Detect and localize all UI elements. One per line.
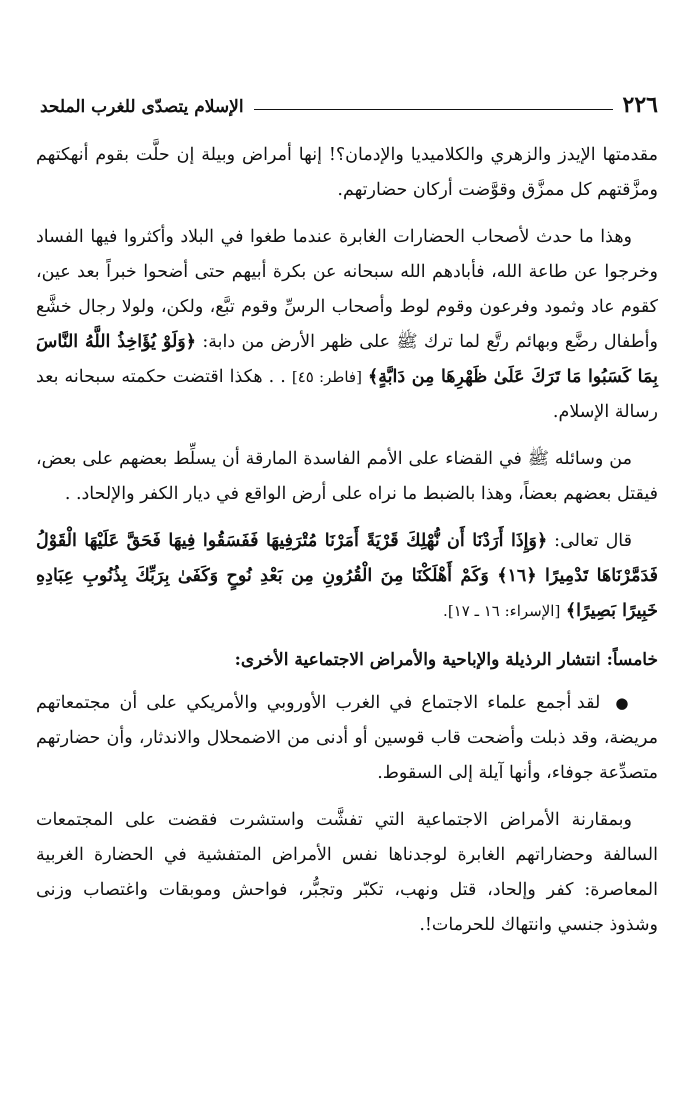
section-heading: خامساً: انتشار الرذيلة والإباحية والأمراض الاجتماعية الأخرى: bbox=[234, 650, 658, 670]
paragraph-text: مقدمتها الإيدز والزهري والكلاميديا والإدمان؟! إنها أمراض وبيلة إن حلَّت بقوم أنهكتهم ومزَّقتهم كل ممزَّق وقوَّضت أركان حضارتهم. bbox=[36, 145, 658, 200]
page-number: ٢٢٦ bbox=[622, 92, 658, 118]
bullet-icon: ● bbox=[615, 694, 632, 712]
paragraph-2 bbox=[36, 220, 658, 430]
paragraph-text: وهذا ما حدث لأصحاب الحضارات الغابرة عندما طغوا في البلاد وأكثروا فيها الفساد وخرجوا عن طاعة الله، فأبادهم الله سبحانه عن بكرة أبيهم حتى أضحوا خبراً بعد عين، كقوم عاد وثمود وفرعون وقوم لوط وأصحاب الرسِّ وقوم تبَّع، ولكن، ولولا رجال خشَّع وأطفال رضَّع وبهائم رتَّع لما ترك ﷺ على ظهر الأرض من دابة: bbox=[36, 227, 658, 352]
paragraph-5 bbox=[36, 686, 658, 791]
quran-verse: ﴿وَلَوْ يُؤَاخِذُ اللَّهُ النَّاسَ بِمَا كَسَبُوا مَا تَرَكَ عَلَىٰ ظَهْرِهَا مِن دَابَّةٍ﴾ bbox=[36, 332, 658, 387]
quran-verse: ﴿وَإِذَا أَرَدْنَا أَن نُّهْلِكَ قَرْيَةً أَمَرْنَا مُتْرَفِيهَا فَفَسَقُوا فِيهَا فَحَقَّ عَلَيْهَا الْقَوْلُ فَدَمَّرْنَاهَا تَدْمِيرًا ﴿١٦﴾ وَكَمْ أَهْلَكْنَا مِنَ الْقُرُونِ مِن بَعْدِ نُوحٍ وَكَفَىٰ بِرَبِّكَ بِذُنُوبِ عِبَادِهِ خَبِيرًا بَصِيرًا﴾ bbox=[36, 531, 658, 621]
paragraph-text: قال تعالى: bbox=[554, 531, 632, 551]
running-title: الإسلام يتصدّى للغرب الملحد bbox=[40, 97, 244, 117]
page-header bbox=[40, 82, 658, 116]
paragraph-text: وبمقارنة الأمراض الاجتماعية التي تفشَّت واستشرت فقضت على المجتمعات السالفة وحضاراتهم الغابرة لوجدناها نفس الأمراض المتفشية في الحضارة الغربية المعاصرة: كفر وإلحاد، قتل ونهب، تكبّر وتجبُّر، فواحش وموبقات واغتصاب وزنى وشذوذ جنسي وانتهاك للحرمات!. bbox=[36, 810, 658, 935]
verse-reference: [فاطر: ٤٥] bbox=[291, 368, 362, 386]
header-rule bbox=[254, 109, 613, 110]
paragraph-text: من وسائله ﷺ في القضاء على الأمم الفاسدة المارقة أن يسلِّط بعضهم على بعض، فيقتل بعضهم بعضاً، وهذا بالضبط ما نراه على أرض الواقع في ديار الكفر والإلحاد. . bbox=[36, 449, 658, 504]
paragraph-4 bbox=[36, 524, 658, 629]
page-body bbox=[36, 138, 658, 955]
paragraph-3 bbox=[36, 442, 658, 512]
paragraph-text: . . هكذا اقتضت حكمته سبحانه بعد رسالة الإسلام. bbox=[36, 367, 658, 422]
paragraph-text: لقد أجمع علماء الاجتماع في الغرب الأوروبي والأمريكي على أن مجتمعاتهم مريضة، وقد ذبلت وأضحت قاب قوسين أو أدنى من الاضمحلال والاندثار، وأن حضارتهم متصدِّعة جوفاء، وأنها آيلة إلى السقوط. bbox=[36, 693, 658, 783]
verse-reference: [الإسراء: ١٦ ـ ١٧]. bbox=[443, 602, 561, 620]
paragraph-6 bbox=[36, 803, 658, 943]
paragraph-1 bbox=[36, 138, 658, 208]
